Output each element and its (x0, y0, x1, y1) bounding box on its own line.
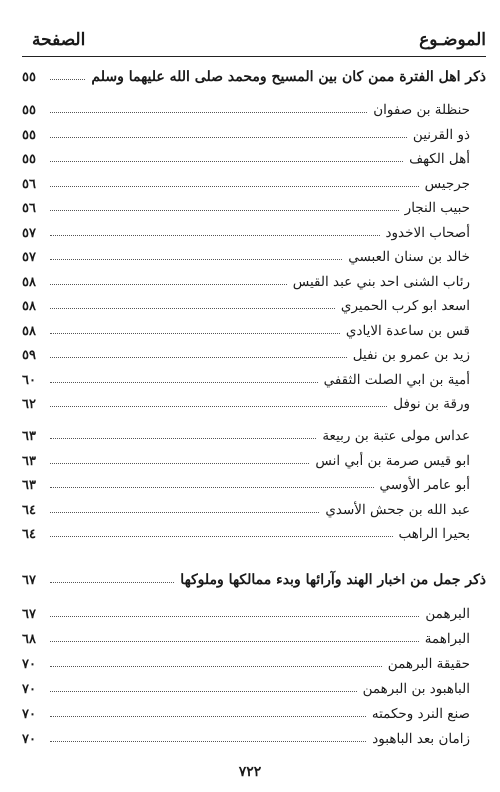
page-number: ٧٠ (22, 732, 36, 747)
toc-entry: عبد الله بن جحش الأسدي ٦٤ (22, 502, 470, 518)
toc-header (22, 30, 486, 54)
toc-entry: اسعد ابو كرب الحميري ٥٨ (22, 298, 470, 314)
header-rule (22, 56, 486, 57)
leader-dots (50, 616, 419, 617)
leader-dots (50, 235, 380, 236)
page-number: ٥٧ (22, 226, 36, 241)
leader-dots (50, 641, 419, 642)
page-number: ٥٥ (22, 70, 36, 85)
leader-dots (50, 691, 357, 692)
page-number: ٦٣ (22, 454, 36, 469)
toc-entry: خالد بن سنان العبسي ٥٧ (22, 249, 470, 265)
toc-entry: جرجيس ٥٦ (22, 176, 470, 192)
toc-entry: أهل الكهف ٥٥ (22, 151, 470, 167)
toc-entry: الباهبود بن البرهمن ٧٠ (22, 681, 470, 697)
leader-dots (50, 284, 287, 285)
page-number: ٦٣ (22, 429, 36, 444)
leader-dots (50, 406, 387, 407)
leader-dots (50, 210, 399, 211)
page-number: ٦٨ (22, 632, 36, 647)
page-number: ٧٠ (22, 657, 36, 672)
topic-column-heading: الموضـوع (419, 30, 486, 50)
leader-dots (50, 112, 367, 113)
leader-dots (50, 161, 403, 162)
toc-entry: زيد بن عمرو بن نفيل ٥٩ (22, 347, 470, 363)
leader-dots (50, 137, 407, 138)
page-number: ٦٧ (22, 607, 36, 622)
leader-dots (50, 308, 335, 309)
toc-entry: حقيقة البرهمن ٧٠ (22, 656, 470, 672)
page-number: ٥٥ (22, 103, 36, 118)
page-number: ٥٨ (22, 299, 36, 314)
page-number: ٦٤ (22, 527, 36, 542)
page-number: ٧٠ (22, 682, 36, 697)
page-number: ٥٦ (22, 177, 36, 192)
leader-dots (50, 259, 342, 260)
page-number: ٦٣ (22, 478, 36, 493)
leader-dots (50, 357, 347, 358)
leader-dots (50, 512, 319, 513)
page-folio: ٧٢٢ (238, 764, 262, 780)
page-column-heading: الصفحة (32, 30, 86, 50)
leader-dots (50, 716, 366, 717)
leader-dots (50, 487, 374, 488)
page-number: ٧٠ (22, 707, 36, 722)
page-number: ٥٧ (22, 250, 36, 265)
page-number: ٦٧ (22, 573, 36, 588)
leader-dots (50, 186, 419, 187)
leader-dots (50, 582, 174, 583)
page-number: ٥٥ (22, 152, 36, 167)
page-number: ٥٦ (22, 201, 36, 216)
section-heading: ذكر اهل الفترة ممن كان بين المسيح ومحمد صلى الله عليهما وسلم ٥٥ (22, 69, 486, 85)
leader-dots (50, 333, 340, 334)
page-number: ٦٠ (22, 373, 36, 388)
toc-entry: قس بن ساعدة الايادي ٥٨ (22, 323, 470, 339)
page-number: ٦٢ (22, 397, 36, 412)
toc-entry: رئاب الشنى احد بني عبد القيس ٥٨ (22, 274, 470, 290)
toc-entry: حبيب النجار ٥٦ (22, 200, 470, 216)
leader-dots (50, 438, 316, 439)
toc-entry: ذو القرنين ٥٥ (22, 127, 470, 143)
toc-entry: حنظلة بن صفوان ٥٥ (22, 102, 470, 118)
toc-entry: ابو قيس صرمة بن أبي انس ٦٣ (22, 453, 470, 469)
leader-dots (50, 536, 393, 537)
leader-dots (50, 79, 85, 80)
toc-entry: بحيرا الراهب ٦٤ (22, 526, 470, 542)
toc-entry: البراهمة ٦٨ (22, 631, 470, 647)
leader-dots (50, 382, 318, 383)
toc-entry: أبو عامر الأوسي ٦٣ (22, 477, 470, 493)
toc-entry: البرهمن ٦٧ (22, 606, 470, 622)
toc-entry: أمية بن ابي الصلت الثقفي ٦٠ (22, 372, 470, 388)
page-number: ٦٤ (22, 503, 36, 518)
leader-dots (50, 741, 366, 742)
page-number: ٥٨ (22, 324, 36, 339)
page-number: ٥٩ (22, 348, 36, 363)
leader-dots (50, 463, 309, 464)
toc-entry: زامان بعد الباهبود ٧٠ (22, 731, 470, 747)
toc-entry: ورقة بن نوفل ٦٢ (22, 396, 470, 412)
toc-entry: صنع النرد وحكمته ٧٠ (22, 706, 470, 722)
leader-dots (50, 666, 382, 667)
section-heading: ذكر جمل من اخبار الهند وآرائها وبدء ممالكها وملوكها ٦٧ (22, 572, 486, 588)
page-number: ٥٨ (22, 275, 36, 290)
page-number: ٥٥ (22, 128, 36, 143)
toc-entry: عداس مولى عتبة بن ربيعة ٦٣ (22, 428, 470, 444)
toc-entry: أصحاب الاخدود ٥٧ (22, 225, 470, 241)
